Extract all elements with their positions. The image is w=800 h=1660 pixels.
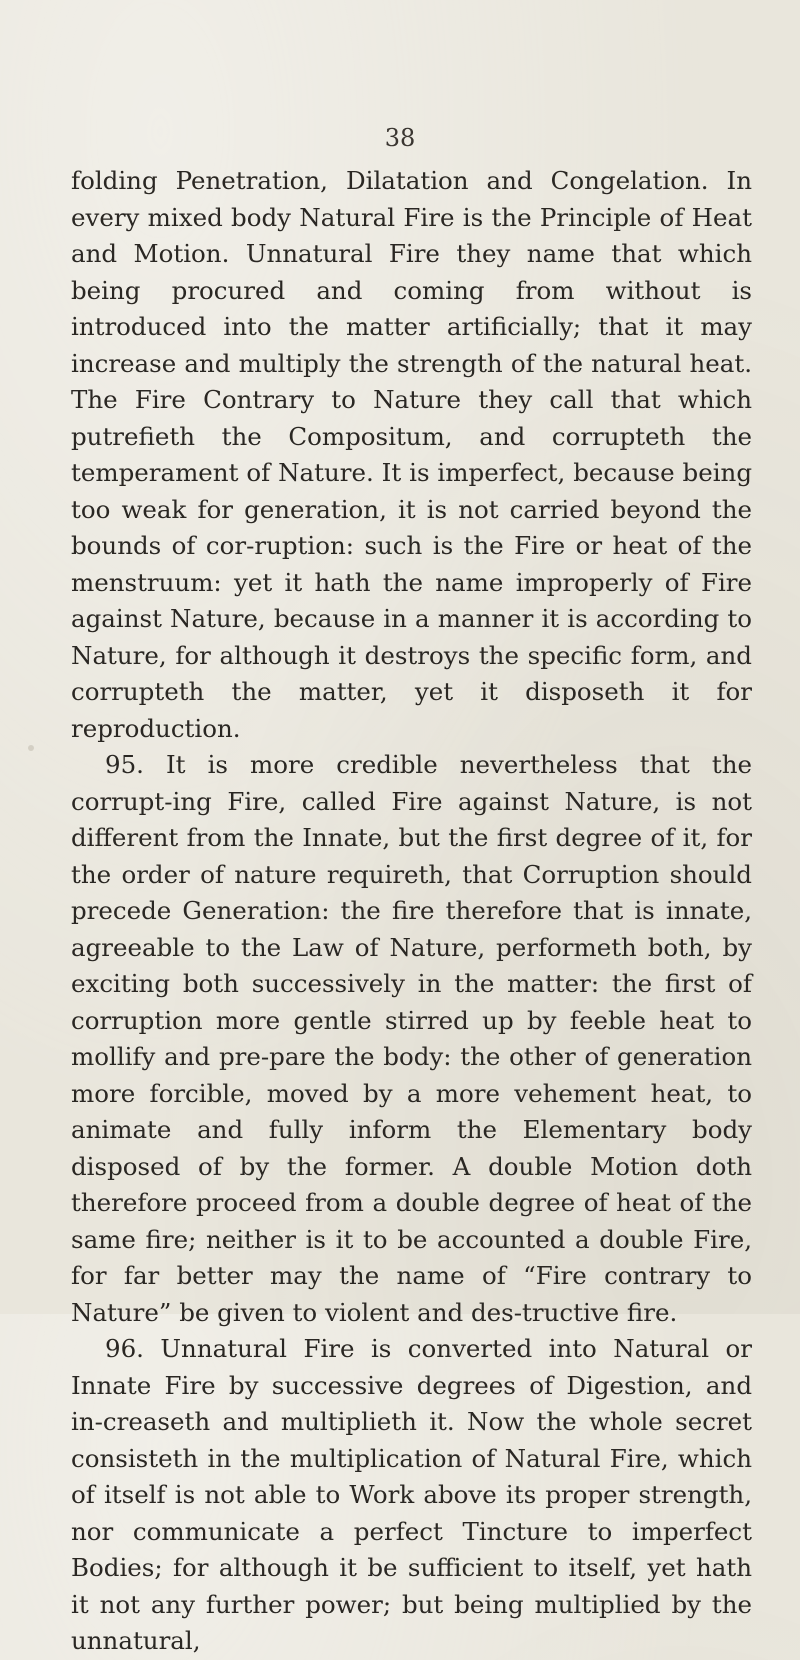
paper-speck: [28, 745, 34, 751]
page-number: 38: [384, 124, 416, 152]
paragraph-section-95: 95. It is more credible nevertheless that the corrupt-ing Fire, called Fire against Nature, is not different from the Innate, but the first degree of it, for the order of nature requireth, that Corruption should precede Generation: the fire therefore that is innate, agreeable to the Law of Nature, performeth both, by exciting both successively in the matter: the first of corruption more gentle stirred up by feeble heat to mollify and pre-pare the body: the other of generation more forcible, moved by a more vehement heat, to animate and fully inform the Elementary body disposed of by the former. A double Motion doth therefore proceed from a double degree of heat of the same fire; neither is it to be accounted a double Fire, for far better may the name of “Fire contrary to Nature” be given to violent and des-tructive fire.: [71, 750, 752, 1327]
body-text: [71, 163, 752, 1660]
paragraph-section-96: 96. Unnatural Fire is converted into Natural or Innate Fire by successive degrees of Digestion, and in-creaseth and multiplieth it. Now the whole secret consisteth in the multiplication of Natural Fire, which of itself is not able to Work above its proper strength, nor communicate a perfect Tincture to imperfect Bodies; for although it be sufficient to itself, yet hath it not any further power; but being multiplied by the unnatural,: [71, 1334, 752, 1655]
paragraph-continuation: folding Penetration, Dilatation and Congelation. In every mixed body Natural Fire is the Principle of Heat and Motion. Unnatural Fire they name that which being procured and coming from without is introduced into the matter artificially; that it may increase and multiply the strength of the natural heat. The Fire Contrary to Nature they call that which putrefieth the Compositum, and corrupteth the temperament of Nature. It is imperfect, because being too weak for generation, it is not carried beyond the bounds of cor-ruption: such is the Fire or heat of the menstruum: yet it hath the name improperly of Fire against Nature, because in a manner it is according to Nature, for although it destroys the specific form, and corrupteth the matter, yet it disposeth it for reproduction.: [71, 166, 752, 743]
